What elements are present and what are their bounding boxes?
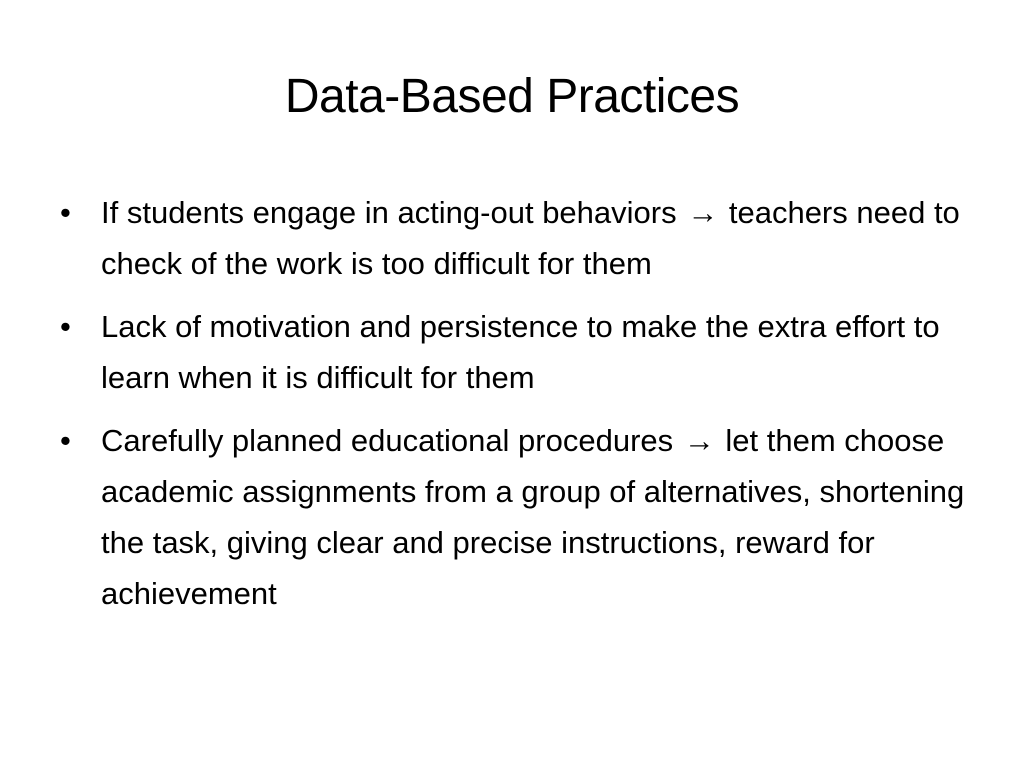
bullet-text-part: Carefully planned educational procedures [101,423,674,458]
bullet-text: Lack of motivation and persistence to make the extra effort to learn when it is difficult for them [101,309,940,395]
bullet-list [60,187,970,631]
bullet-item-motivation [60,301,970,403]
bullet-icon: • [60,195,71,230]
bullet-icon: • [60,309,71,344]
bullet-text-part: If students engage in acting-out behaviors [101,195,677,230]
right-arrow-icon: → [683,423,715,458]
bullet-item-procedures [60,415,970,619]
bullet-item-acting-out [60,187,970,289]
bullet-icon: • [60,423,71,458]
right-arrow-icon: → [687,195,719,230]
slide-title: Data-Based Practices [284,70,740,123]
bullet-text-part: teachers need to check of the work is too difficult for them [101,195,960,281]
bullet-text-part: let them choose academic assignments from a group of alternatives, shortening the task, giving clear and precise instructions, reward for achievement [101,423,965,611]
